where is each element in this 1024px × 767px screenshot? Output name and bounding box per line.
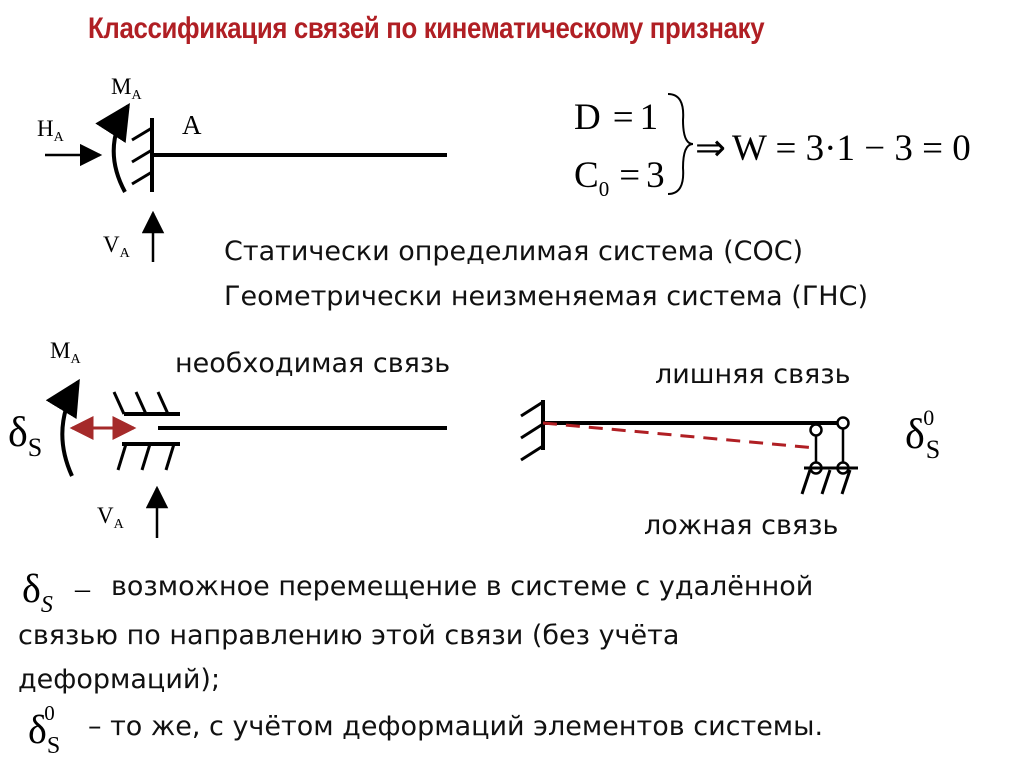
delta-s-label: $\delta_S$ <box>8 410 43 462</box>
point-label-a: A <box>182 110 202 140</box>
lower-guide-hatch <box>118 444 174 470</box>
deformed-beam-dashed <box>543 423 816 448</box>
statement-static: Статически определимая система (СОС) <box>224 236 804 267</box>
definition-line-2: связью по направлению этой связи (без учёта <box>18 620 680 651</box>
horizontal-label-1: $H_A$ <box>37 116 64 145</box>
necessary-link-label: необходимая связь <box>175 348 451 379</box>
curly-brace <box>668 94 693 194</box>
wall-hatch-1 <box>132 128 152 184</box>
definition-delta-s0: $\delta_S0$ <box>28 701 61 759</box>
definition-dash: – <box>75 572 90 605</box>
svg-text:⇒W = 3·1 − 3 = 0: ⇒ W = 3·1 − 3 = 0 <box>695 128 971 169</box>
definition-line-1: возможное перемещение в системе с удалённой <box>111 571 814 602</box>
definition-line-3: деформаций); <box>18 664 221 695</box>
statement-geometric: Геометрически неизменяемая система (ГНС) <box>224 281 868 312</box>
false-link-label: ложная связь <box>644 510 839 541</box>
diagram-redundant-link <box>521 400 940 494</box>
wall-hatch-3 <box>521 402 543 460</box>
rod-links <box>811 418 849 474</box>
moment-label-1: $M_A$ <box>111 74 142 103</box>
diagram-fixed-support <box>37 74 447 262</box>
delta-s0-label: $\delta_S0$ <box>905 405 941 464</box>
vertical-label-1: $V_A$ <box>103 232 130 261</box>
redundant-link-label: лишняя связь <box>655 359 851 390</box>
vertical-label-2: $V_A$ <box>97 503 124 532</box>
moment-arc-1 <box>114 106 128 192</box>
moment-label-2: $M_A$ <box>50 338 81 367</box>
upper-guide-hatch <box>114 392 168 414</box>
svg-text:D=1: D = 1 <box>574 97 659 138</box>
svg-text:C0=3: $C_0 = 3$ <box>574 155 665 201</box>
definition-symbols <box>22 566 91 759</box>
definition-delta-s: $\delta_S$ <box>22 566 53 618</box>
definition-line-4: – то же, с учётом деформаций элементов системы. <box>88 711 824 742</box>
slide-title: Классификация связей по кинематическому признаку <box>88 12 765 45</box>
degrees-of-freedom-formula <box>574 94 971 201</box>
